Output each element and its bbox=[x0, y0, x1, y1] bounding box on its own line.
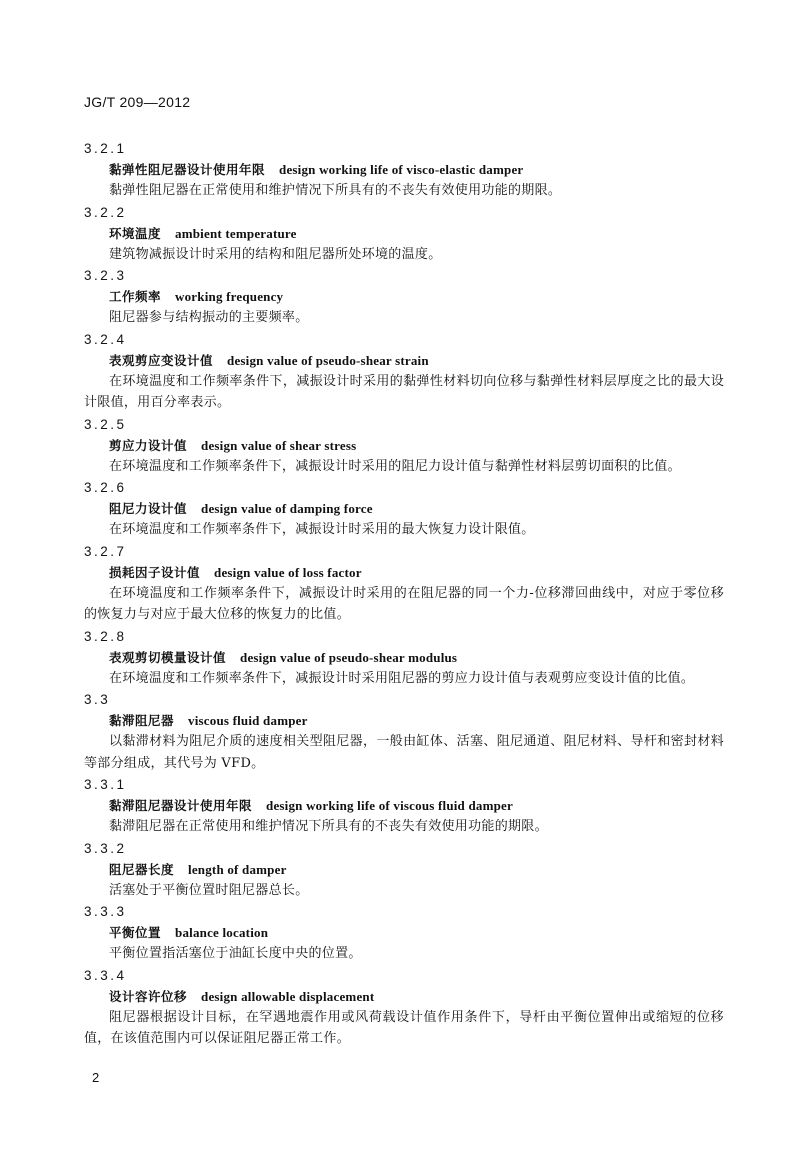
entry-term bbox=[84, 159, 724, 180]
term-entry bbox=[84, 477, 724, 541]
entry-definition: 在环境温度和工作频率条件下，减振设计时采用的黏弹性材料切向位移与黏弹性材料层厚度之比的最大设计限值，用百分率表示。 bbox=[84, 373, 724, 410]
entry-term bbox=[84, 562, 724, 583]
entry-number: 3.3.3 bbox=[84, 904, 127, 919]
entry-definition: 建筑物减振设计时采用的结构和阻尼器所处环境的温度。 bbox=[109, 246, 442, 262]
term-zh: 阻尼力设计值 bbox=[109, 501, 188, 516]
entry-definition: 黏弹性阻尼器在正常使用和维护情况下所具有的不丧失有效使用功能的期限。 bbox=[109, 183, 562, 198]
entry-definition: 在环境温度和工作频率条件下，减振设计时采用阻尼器的剪应力设计值与表观剪应变设计值的比值。 bbox=[109, 670, 695, 686]
entry-number: 3.2.3 bbox=[84, 268, 127, 283]
page-number: 2 bbox=[92, 1070, 100, 1085]
term-en: working frequency bbox=[175, 289, 284, 304]
term-entry bbox=[84, 838, 724, 902]
term-zh: 剪应力设计值 bbox=[109, 437, 188, 453]
entry-term bbox=[84, 435, 724, 456]
entry-definition: 阻尼器参与结构振动的主要频率。 bbox=[109, 310, 309, 325]
entry-term bbox=[84, 795, 724, 816]
entry-number: 3.3 bbox=[84, 692, 111, 707]
entry-definition: 以黏滞材料为阻尼介质的速度相关型阻尼器，一般由缸体、活塞、阻尼通道、阻尼材料、导杆和密封材料等部分组成，其代号为 VFD。 bbox=[84, 734, 724, 771]
term-entry bbox=[84, 265, 724, 329]
entry-term bbox=[84, 647, 724, 668]
entry-number: 3.2.1 bbox=[84, 141, 127, 156]
term-zh: 黏滞阻尼器 bbox=[109, 713, 175, 728]
term-en: length of damper bbox=[188, 861, 287, 877]
entry-definition: 在环境温度和工作频率条件下，减振设计时采用的在阻尼器的同一个力-位移滞回曲线中，对应于零位移的恢复力与对应于最大位移的恢复力的比值。 bbox=[84, 585, 724, 622]
entry-number: 3.2.4 bbox=[84, 331, 127, 347]
term-zh: 平衡位置 bbox=[109, 925, 162, 940]
term-zh: 黏弹性阻尼器设计使用年限 bbox=[109, 162, 266, 177]
entry-definition: 活塞处于平衡位置时阻尼器总长。 bbox=[109, 882, 309, 898]
entry-definition: 黏滞阻尼器在正常使用和维护情况下所具有的不丧失有效使用功能的期限。 bbox=[109, 819, 548, 834]
term-zh: 表观剪应变设计值 bbox=[109, 352, 214, 368]
entry-number: 3.2.7 bbox=[84, 543, 127, 559]
entry-term bbox=[84, 986, 724, 1007]
entry-number: 3.2.8 bbox=[84, 628, 127, 644]
term-en: design value of pseudo-shear modulus bbox=[240, 649, 458, 665]
term-zh: 阻尼器长度 bbox=[109, 861, 175, 877]
entry-term bbox=[84, 350, 724, 371]
entry-number: 3.3.2 bbox=[84, 840, 127, 856]
entry-number: 3.3.1 bbox=[84, 777, 127, 792]
term-en: design allowable displacement bbox=[201, 988, 375, 1004]
entry-term bbox=[84, 922, 724, 943]
term-en: design value of loss factor bbox=[214, 564, 362, 580]
standard-code: JG/T 209—2012 bbox=[84, 94, 191, 110]
term-en: design value of pseudo-shear strain bbox=[227, 352, 429, 368]
term-entry bbox=[84, 329, 724, 414]
term-en: design value of shear stress bbox=[201, 437, 357, 453]
term-entries bbox=[84, 138, 724, 1050]
term-entry bbox=[84, 965, 724, 1050]
entry-definition: 在环境温度和工作频率条件下，减振设计时采用的阻尼力设计值与黏弹性材料层剪切面积的比值。 bbox=[109, 458, 681, 474]
entry-number: 3.2.5 bbox=[84, 416, 127, 432]
entry-definition: 在环境温度和工作频率条件下，减振设计时采用的最大恢复力设计限值。 bbox=[109, 522, 535, 537]
term-en: design working life of viscous fluid damper bbox=[266, 798, 513, 813]
term-zh: 损耗因子设计值 bbox=[109, 564, 201, 580]
entry-term bbox=[84, 859, 724, 880]
term-entry bbox=[84, 414, 724, 478]
entry-term bbox=[84, 710, 724, 731]
term-en: balance location bbox=[175, 925, 269, 940]
term-zh: 表观剪切模量设计值 bbox=[109, 649, 227, 665]
entry-number: 3.2.6 bbox=[84, 480, 127, 495]
term-entry bbox=[84, 901, 724, 965]
term-entry bbox=[84, 774, 724, 838]
entry-term bbox=[84, 286, 724, 307]
term-entry bbox=[84, 626, 724, 690]
term-en: viscous fluid damper bbox=[188, 713, 308, 728]
term-zh: 工作频率 bbox=[109, 289, 162, 304]
term-en: design value of damping force bbox=[201, 501, 373, 516]
entry-definition: 平衡位置指活塞位于油缸长度中央的位置。 bbox=[109, 946, 362, 961]
term-entry bbox=[84, 138, 724, 202]
entry-term bbox=[84, 498, 724, 519]
term-zh: 环境温度 bbox=[109, 225, 162, 241]
term-entry bbox=[84, 689, 724, 774]
entry-definition: 阻尼器根据设计目标，在罕遇地震作用或风荷载设计值作用条件下，导杆由平衡位置伸出或缩短的位移值，在该值范围内可以保证阻尼器正常工作。 bbox=[84, 1009, 724, 1046]
term-zh: 黏滞阻尼器设计使用年限 bbox=[109, 798, 253, 813]
entry-number: 3.2.2 bbox=[84, 204, 127, 220]
term-en: ambient temperature bbox=[175, 225, 297, 241]
term-entry bbox=[84, 541, 724, 626]
term-en: design working life of visco-elastic damper bbox=[279, 162, 524, 177]
term-zh: 设计容许位移 bbox=[109, 988, 188, 1004]
term-entry bbox=[84, 202, 724, 266]
entry-number: 3.3.4 bbox=[84, 967, 127, 983]
entry-term bbox=[84, 223, 724, 244]
